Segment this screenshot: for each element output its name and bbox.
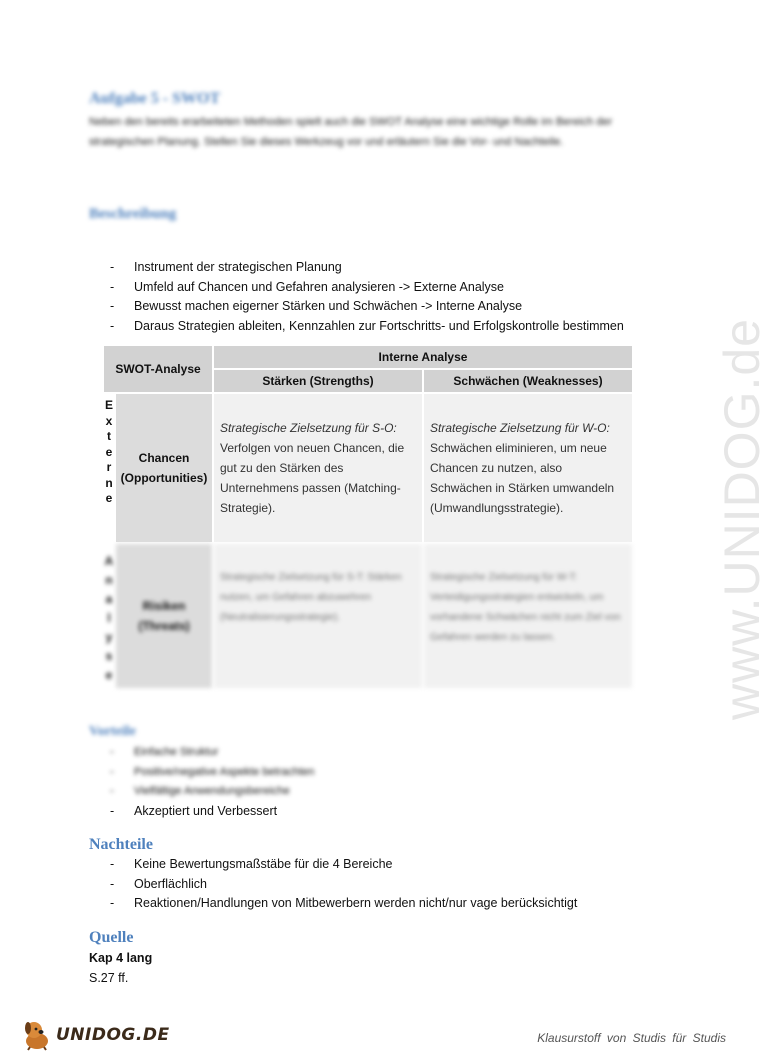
dog-icon	[22, 1019, 52, 1051]
logo-text: UNIDOG.DE	[56, 1025, 170, 1045]
vertical-letter: y	[105, 630, 113, 644]
swot-table	[104, 346, 632, 688]
vertical-letter: e	[105, 444, 113, 459]
description-title: Beschreibung	[89, 206, 177, 222]
footer-slogan: Klausurstoff von Studis für Studis	[537, 1031, 726, 1045]
disadvantages-title: Nachteile	[89, 836, 153, 853]
list-item: - Reaktionen/Handlungen von Mitbewerbern werden nicht/nur vage berücksichtigt	[89, 894, 689, 914]
opportunities-label: Chancen (Opportunities)	[116, 394, 212, 542]
internal-analysis-header: Interne Analyse	[214, 346, 632, 368]
wo-strategy-cell	[424, 394, 632, 542]
source-chapter: Kap 4 lang	[89, 951, 153, 965]
wo-strategy-title: Strategische Zielsetzung für W-O:	[430, 421, 610, 435]
list-item: - Keine Bewertungsmaßstäbe für die 4 Bereiche	[89, 855, 689, 875]
so-strategy-cell	[214, 394, 422, 542]
unidog-logo	[22, 1017, 170, 1053]
list-item: - Oberflächlich	[89, 875, 689, 895]
list-item: - Bewusst machen eigerner Stärken und Schwächen -> Interne Analyse	[89, 297, 649, 317]
source-title: Quelle	[89, 929, 134, 946]
list-item: - Umfeld auf Chancen und Gefahren analysieren -> Externe Analyse	[89, 278, 649, 298]
external-analysis-label-top	[104, 394, 114, 534]
external-analysis-label-bottom	[104, 542, 114, 688]
vertical-letter: A	[104, 554, 114, 568]
wt-strategy-cell: Strategische Zielsetzung für W-T: Verteidigungsstrategien entwickeln, um vorhandene Schwächen nicht zum Ziel von Gefahren werden zu lassen.	[424, 544, 632, 688]
vertical-letter: e	[105, 668, 113, 682]
weaknesses-header: Schwächen (Weaknesses)	[424, 370, 632, 392]
threats-label: Risiken (Threats)	[116, 544, 212, 688]
vertical-letter: s	[105, 649, 113, 663]
strengths-header: Stärken (Strengths)	[214, 370, 422, 392]
watermark: www.UNIDOG.de	[714, 318, 770, 720]
swot-corner-label: SWOT-Analyse	[104, 346, 212, 392]
so-strategy-text: Verfolgen von neuen Chancen, die gut zu den Stärken des Unternehmens passen (Matching-Strategie).	[220, 441, 405, 515]
list-item: - Daraus Strategien ableiten, Kennzahlen zur Fortschritts- und Erfolgskontrolle bestimmen	[89, 317, 649, 337]
list-item: - Vielfältige Anwendungsbereiche	[89, 782, 649, 802]
task-text: Neben den bereits erarbeiteten Methoden spielt auch die SWOT Analyse eine wichtige Rolle im Bereich der strategischen Planung. Stellen Sie dieses Werkzeug vor und erläutern Sie die Vor- und Nachteile.	[89, 116, 613, 148]
list-item: - Positive/negative Aspekte betrachten	[89, 763, 649, 783]
vertical-letter: E	[104, 398, 113, 412]
advantages-title: Vorteile	[89, 724, 136, 739]
advantages-list	[89, 743, 649, 821]
task-title: Aufgabe 5 - SWOT	[89, 90, 221, 107]
vertical-letter: t	[107, 429, 111, 443]
list-item: - Instrument der strategischen Planung	[89, 258, 649, 278]
vertical-letter: n	[105, 475, 113, 490]
vertical-letter: r	[106, 460, 112, 474]
so-strategy-title: Strategische Zielsetzung für S-O:	[220, 421, 397, 435]
vertical-letter: x	[105, 413, 113, 428]
vertical-letter: l	[107, 611, 111, 625]
wo-strategy-text: Schwächen eliminieren, um neue Chancen zu nutzen, also Schwächen in Stärken umwandeln (Umwandlungsstrategie).	[430, 441, 615, 515]
list-item: - Akzeptiert und Verbessert	[89, 802, 649, 822]
vertical-letter: a	[105, 592, 113, 606]
description-list	[89, 258, 649, 336]
disadvantages-list	[89, 855, 689, 914]
source-page: S.27 ff.	[89, 971, 129, 985]
st-strategy-cell: Strategische Zielsetzung für S-T: Stärken nutzen, um Gefahren abzuwehren (Neutralisierungsstrategie).	[214, 544, 422, 688]
vertical-letter: n	[105, 573, 113, 587]
list-item: - Einfache Struktur	[89, 743, 649, 763]
vertical-letter: e	[105, 491, 113, 505]
